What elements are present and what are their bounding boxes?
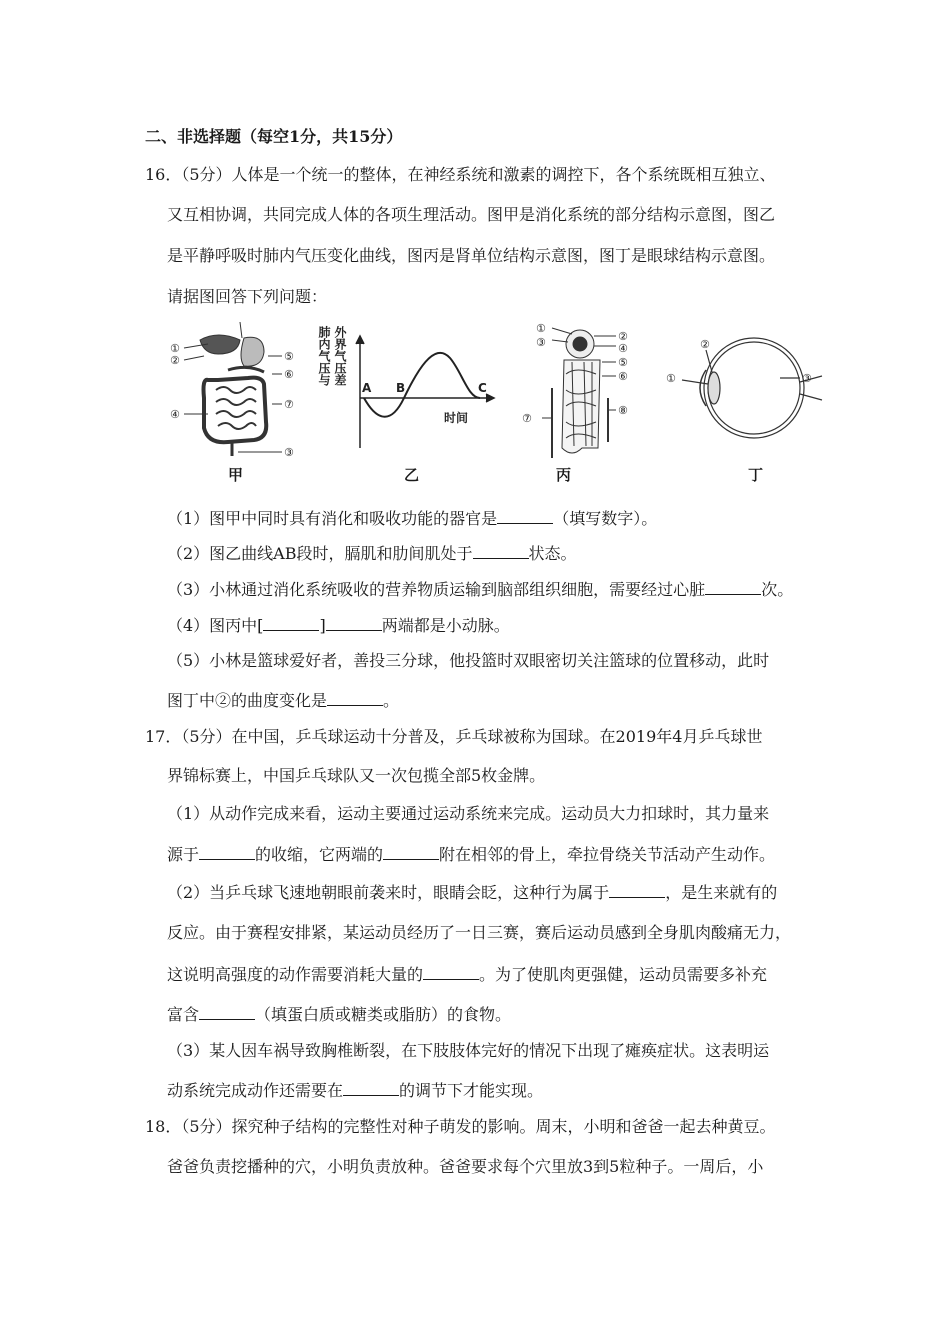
yi-ylabel-col-left: 肺内气压与: [317, 326, 331, 386]
ding-label-1: ①: [666, 372, 676, 385]
q17-part2-line3: [167, 963, 767, 985]
jia-label-3: ③: [284, 446, 294, 459]
yi-point-a: A: [362, 381, 372, 395]
figure-bing-nephron: [512, 318, 652, 483]
jia-label-5: ⑤: [284, 350, 294, 363]
yi-point-b: B: [396, 381, 406, 395]
q17-part2-text-a: （2）当乒乓球飞速地朝眼前袭来时，眼睛会眨，这种行为属于: [167, 883, 610, 902]
bing-label-5: ⑤: [618, 356, 628, 369]
q17-part3-text-a: 动系统完成动作还需要在: [167, 1081, 344, 1100]
q17-part2-text-e: 富含: [167, 1005, 200, 1024]
q16-part4-blank-number[interactable]: [263, 614, 319, 631]
q16-stem-line1: 16．（5分）人体是一个统一的整体，在神经系统和激素的调控下，各个系统既相互独立、: [145, 165, 776, 184]
q17-part1-text-a: 源于: [167, 845, 200, 864]
jia-label-1: ①: [170, 342, 180, 355]
q17-part2-line2: 反应。由于赛程安排紧，某运动员经历了一日三赛，赛后运动员感到全身肌肉酸痛无力，: [167, 923, 792, 942]
q16-part5-line1: （5）小林是篮球爱好者，善投三分球，他投篮时双眼密切关注篮球的位置移动，此时: [167, 651, 770, 670]
q16-part3-text-a: （3）小林通过消化系统吸收的营养物质运输到脑部组织细胞，需要经过心脏: [167, 580, 706, 599]
q16-part4-text-b: ]: [319, 616, 326, 635]
q16-part4: [167, 614, 510, 636]
figure-bing-caption: 丙: [556, 466, 572, 484]
q17-part2-line4: [167, 1003, 511, 1025]
q17-part1-blank-1[interactable]: [199, 843, 255, 860]
q16-part2-text-b: 状态。: [528, 544, 577, 563]
q17-part2-blank-2[interactable]: [423, 963, 479, 980]
q17-part2-line1: [167, 881, 777, 903]
q17-part2-text-b: ，是生来就有的: [665, 883, 778, 902]
q17-part1-line1: （1）从动作完成来看，运动主要通过运动系统来完成。运动员大力扣球时，其力量来: [167, 804, 770, 823]
q17-part3-line1: （3）某人因车祸导致胸椎断裂，在下肢肢体完好的情况下出现了瘫痪症状。这表明运: [167, 1041, 770, 1060]
q16-part1: [167, 507, 657, 529]
q16-stem-line2: 又互相协调，共同完成人体的各项生理活动。图甲是消化系统的部分结构示意图，图乙: [167, 205, 776, 224]
q17-part2-text-f: （填蛋白质或糖类或脂肪）的食物。: [255, 1005, 512, 1024]
q16-part5-blank[interactable]: [327, 689, 383, 706]
q16-part3-text-b: 次。: [761, 580, 794, 599]
q16-part1-blank[interactable]: [497, 507, 553, 524]
q16-part5-text-b: 。: [383, 691, 400, 710]
q17-part2-blank-3[interactable]: [199, 1003, 255, 1020]
q17-part1-text-b: 的收缩，它两端的: [255, 845, 384, 864]
yi-point-c: C: [478, 381, 487, 395]
bing-label-2: ②: [618, 330, 628, 343]
q16-part5-text-a: 图丁中②的曲度变化是: [167, 691, 328, 710]
q17-part1-text-c: 附在相邻的骨上，牵拉骨绕关节活动产生动作。: [439, 845, 776, 864]
bing-label-1: ①: [536, 322, 546, 335]
q16-stem-line4: 请据图回答下列问题：: [167, 287, 328, 306]
q16-part5-line2: [167, 689, 399, 711]
q16-part2-text-a: （2）图乙曲线AB段时，膈肌和肋间肌处于: [167, 544, 473, 563]
q17-part3-line2: [167, 1079, 543, 1101]
q17-part3-blank[interactable]: [343, 1079, 399, 1096]
section-title: 二、非选择题（每空1分，共15分）: [145, 127, 403, 146]
bing-label-3: ③: [536, 336, 546, 349]
bing-label-6: ⑥: [618, 370, 628, 383]
q18-stem-line2: 爸爸负责挖播种的穴，小明负责放种。爸爸要求每个穴里放3到5粒种子。一周后，小: [167, 1157, 764, 1176]
jia-label-6: ⑥: [284, 368, 294, 381]
q16-part1-text-b: （填写数字）。: [553, 509, 658, 528]
q16-part3-blank[interactable]: [705, 578, 761, 595]
bing-label-8: ⑧: [618, 404, 628, 417]
jia-label-7: ⑦: [284, 398, 294, 411]
q16-part4-text-a: （4）图丙中[: [167, 616, 264, 635]
q17-stem-line1: 17．（5分）在中国，乒乓球运动十分普及，乒乓球被称为国球。在2019年4月乒乓球世: [145, 727, 763, 746]
yi-xlabel: 时间: [444, 411, 469, 425]
jia-label-2: ②: [170, 354, 180, 367]
q16-stem-line3: 是平静呼吸时肺内气压变化曲线，图丙是肾单位结构示意图，图丁是眼球结构示意图。: [167, 246, 776, 265]
q17-part2-blank-1[interactable]: [609, 881, 665, 898]
q16-part2-blank[interactable]: [473, 542, 529, 559]
q17-part1-blank-2[interactable]: [383, 843, 439, 860]
q16-part1-text-a: （1）图甲中同时具有消化和吸收功能的器官是: [167, 509, 498, 528]
q16-part4-text-c: 两端都是小动脉。: [381, 616, 510, 635]
q17-stem-line2: 界锦标赛上，中国乒乓球队又一次包揽全部5枚金牌。: [167, 766, 546, 785]
q17-part1-line2: [167, 843, 775, 865]
bing-label-7: ⑦: [522, 412, 532, 425]
figure-ding-eyeball: [662, 318, 832, 483]
figure-yi-pressure-curve: [312, 318, 502, 483]
q17-part2-text-d: 。为了使肌肉更强健，运动员需要多补充: [479, 965, 768, 984]
q16-part3: [167, 578, 793, 600]
figure-ding-caption: 丁: [748, 466, 764, 484]
yi-ylabel-col-right: 外界气压差: [333, 326, 347, 386]
ding-label-2: ②: [700, 338, 710, 351]
ding-label-3: ③: [802, 372, 812, 385]
figure-jia-digestive-system: [168, 318, 298, 483]
q18-stem-line1: 18．（5分）探究种子结构的完整性对种子萌发的影响。周末，小明和爸爸一起去种黄豆。: [145, 1117, 776, 1136]
q16-part2: [167, 542, 577, 564]
figure-yi-caption: 乙: [404, 466, 420, 484]
jia-label-4: ④: [170, 408, 180, 421]
q17-part3-text-b: 的调节下才能实现。: [399, 1081, 544, 1100]
q17-part2-text-c: 这说明高强度的动作需要消耗大量的: [167, 965, 424, 984]
q16-part4-blank-name[interactable]: [326, 614, 382, 631]
figure-jia-caption: 甲: [228, 466, 244, 484]
bing-label-4: ④: [618, 342, 628, 355]
